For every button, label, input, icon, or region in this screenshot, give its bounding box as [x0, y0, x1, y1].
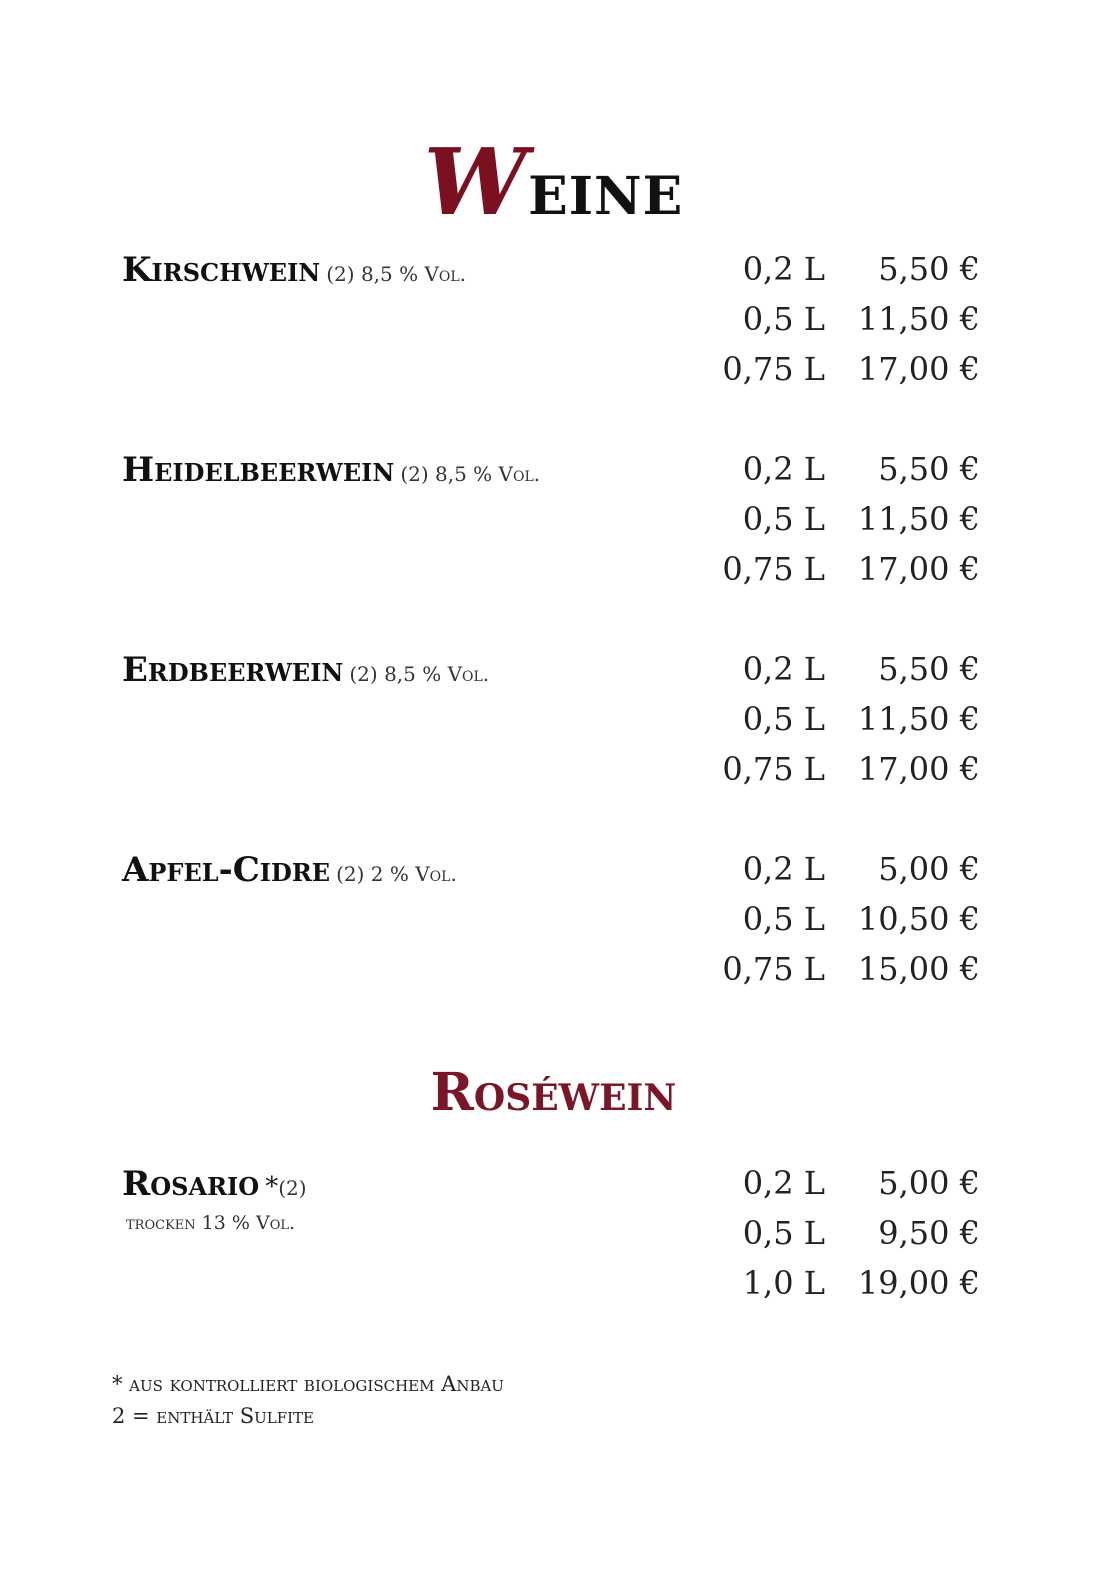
- volume: 0,75 L: [722, 950, 825, 988]
- wine-name: Heidelbeerwein: [122, 450, 395, 490]
- price: 11,50 €: [857, 700, 980, 738]
- organic-marker: *: [265, 1172, 279, 1202]
- wine-item-rosario: [122, 1164, 982, 1324]
- price-row: [720, 250, 980, 300]
- wine-name: Apfel-Cidre: [122, 850, 331, 890]
- volume: 0,2 L: [742, 250, 825, 288]
- wine-note: (2) 2 % Vol.: [336, 862, 457, 886]
- volume: 0,75 L: [722, 750, 825, 788]
- price-row: [720, 850, 980, 900]
- price: 5,50 €: [878, 650, 980, 688]
- price-row: [720, 950, 980, 1000]
- volume: 0,5 L: [742, 1214, 825, 1252]
- price: 5,00 €: [878, 850, 980, 888]
- price-row: [720, 550, 980, 600]
- price-table: [720, 1164, 980, 1314]
- price-table: [720, 450, 980, 600]
- volume: 0,2 L: [742, 650, 825, 688]
- volume: 0,75 L: [722, 350, 825, 388]
- wine-note: (2) 8,5 % Vol.: [349, 662, 490, 686]
- price-row: [720, 500, 980, 550]
- wine-item-kirschwein: [122, 250, 982, 410]
- price-row: [720, 1164, 980, 1214]
- price: 17,00 €: [857, 750, 980, 788]
- price: 11,50 €: [857, 500, 980, 538]
- wine-name: Rosario: [122, 1164, 260, 1204]
- wine-note: (2) 8,5 % Vol.: [400, 462, 541, 486]
- price-row: [720, 450, 980, 500]
- title-initial: W: [423, 128, 529, 236]
- price: 11,50 €: [857, 300, 980, 338]
- volume: 0,5 L: [742, 300, 825, 338]
- price: 9,50 €: [878, 1214, 980, 1252]
- price-row: [720, 350, 980, 400]
- volume: 0,75 L: [722, 550, 825, 588]
- wine-note: (2): [278, 1176, 307, 1200]
- price: 17,00 €: [857, 550, 980, 588]
- price-table: [720, 650, 980, 800]
- price: 10,50 €: [857, 900, 980, 938]
- wine-sub-note: trocken 13 % Vol.: [126, 1212, 296, 1234]
- title-rest: eine: [528, 146, 684, 232]
- volume: 0,5 L: [742, 700, 825, 738]
- wine-name: Kirschwein: [122, 250, 321, 290]
- price: 19,00 €: [857, 1264, 980, 1302]
- wine-note: (2) 8,5 % Vol.: [326, 262, 467, 286]
- price-table: [720, 250, 980, 400]
- section-title-rosewein: Roséwein: [430, 1062, 677, 1123]
- footnotes: [112, 1368, 504, 1432]
- volume: 0,5 L: [742, 900, 825, 938]
- price: 5,50 €: [878, 450, 980, 488]
- wine-name: Erdbeerwein: [122, 650, 344, 690]
- volume: 0,2 L: [742, 450, 825, 488]
- footnote-sulfite: 2 = enthält Sulfite: [112, 1404, 314, 1428]
- price-row: [720, 1214, 980, 1264]
- volume: 0,2 L: [742, 1164, 825, 1202]
- volume: 0,5 L: [742, 500, 825, 538]
- wine-item-erdbeerwein: [122, 650, 982, 810]
- price-row: [720, 1264, 980, 1314]
- wine-item-heidelbeerwein: [122, 450, 982, 610]
- price: 15,00 €: [857, 950, 980, 988]
- price-row: [720, 700, 980, 750]
- volume: 0,2 L: [742, 850, 825, 888]
- page-title: [0, 128, 1107, 236]
- price: 5,00 €: [878, 1164, 980, 1202]
- price: 5,50 €: [878, 250, 980, 288]
- price-row: [720, 650, 980, 700]
- footnote-organic: * aus kontrolliert biologischem Anbau: [112, 1372, 504, 1396]
- wine-item-apfel-cidre: [122, 850, 982, 1010]
- price-table: [720, 850, 980, 1000]
- price-row: [720, 900, 980, 950]
- price: 17,00 €: [857, 350, 980, 388]
- volume: 1,0 L: [742, 1264, 825, 1302]
- price-row: [720, 750, 980, 800]
- price-row: [720, 300, 980, 350]
